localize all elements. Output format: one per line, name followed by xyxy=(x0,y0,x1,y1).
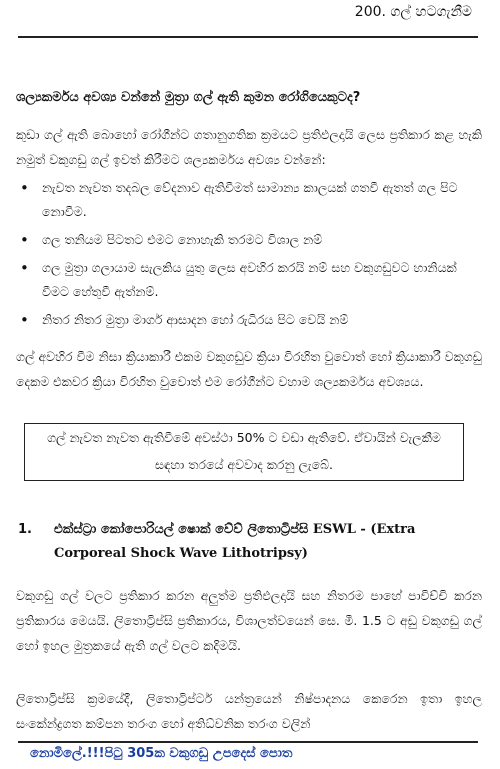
bullet-icon: • xyxy=(20,259,29,277)
list-item xyxy=(16,176,482,224)
footer-divider xyxy=(18,741,478,743)
third-paragraph: වකුගඩු ගල් වලට ප්‍රතිකාර කරන අලුත්ම ප්‍රතිඵලදායි සහ නිතරම පාහේ පාවිච්චි කරන ප්‍රතිකාරය මෙයයි. ලිතොට්‍රිප්සි ප්‍රතිකාරය, විශාලත්වයෙන් සෙ. මී. 1.5 ට අඩු වකුගඩු ගල් හෝ ඉහල මුත්‍රකයේ ඇති ගල් වලට කදිමයි. xyxy=(16,588,482,653)
section-number: 1. xyxy=(18,522,32,537)
list-item xyxy=(16,256,482,304)
boxed-note-text: ගල් නැවත නැවත ඇතිවීමේ අවස්ථා 50% ට වඩා ඇතිවේ. ඒවායින් වැලකීම සඳහා තරයේ අවවාද කරනු ලැබේ. xyxy=(47,430,441,472)
boxed-note xyxy=(24,423,464,481)
second-paragraph: ගල් අවහිර වීම නිසා ක්‍රියාකාරී එකම වකුගඩුව ක්‍රියා විරහිත වුවොත් හෝ ක්‍රියාකාරී වකුගඩු දෙකම එකවර ක්‍රියා විරහිත වුවොත් එම රෝගීන්ට වහාම ශල්‍යකර්මය අවශ්‍යය. xyxy=(16,349,482,389)
section-title-sinhala: එක්ස්ට්‍රා කෝපොරියල් ෂොක් වේව් ලිතොට්‍රිප්සි xyxy=(54,522,313,537)
list-item-text: නිතර නිතර මුත්‍රා මාර්ග ආසාදන හෝ රුධිරය පිට වෙයි නම් xyxy=(42,312,349,327)
list-item-text: නැවත නැවත තදබල වේදනාව ඇතිවීමත් සාමාන්‍ය කාලයක් ගතවී ඇතත් ගල පිට නොවීම. xyxy=(42,180,458,219)
list-item xyxy=(16,228,482,252)
page-header: 200. ගල් හටගැනීම xyxy=(354,4,472,20)
question-heading: ශල්‍යකර්මය අවශ්‍ය වන්නේ මුත්‍රා ගල් ඇති කුමන රෝගියෙකුටද? xyxy=(16,90,361,105)
intro-paragraph: කුඩා ගල් ඇති බොහෝ රෝගීන්ට ගතානුගතික ක්‍රමයට ප්‍රතිඵලදායි ලෙස ප්‍රතිකාර කළ හැකි නමුත් වකුගඩු ගල් ඉවත් කිරීමට ශල්‍යකර්මය අවශ්‍ය වන්නේ: xyxy=(16,127,482,167)
header-divider xyxy=(18,36,478,38)
list-item xyxy=(16,308,482,332)
bullet-icon: • xyxy=(20,231,29,249)
section-title xyxy=(18,518,482,566)
section-heading xyxy=(18,518,482,566)
bullet-icon: • xyxy=(20,311,29,329)
footer-text: නොමිලේ.!!!පිටු 305ක වකුගඩු උපදෙස් පොත xyxy=(30,746,293,761)
list-item-text: ගල මුත්‍රා ගලායාම සැලකිය යුතු ලෙස අවහිර කරයි නම් සහ වකුගඩුවට හානියක් වීමට හේතුවී ඇත්නම්. xyxy=(42,260,457,299)
surgery-indications-list xyxy=(16,176,482,336)
list-item-text: ගල තනියම පිටතට එමට නොහැකි තරමට විශාල නම් xyxy=(42,232,323,247)
fourth-paragraph: ලිතොට්‍රිප්සි ක්‍රමයේදී, ලිතොට්‍රිප්ටර් යන්ත්‍රයෙන් නිෂ්පාදනය කෙරෙන ඉතා ඉහල සංකේන්ද්‍රගත කම්පන තරංග හෝ අතිධ්වනික තරංග වලින් xyxy=(16,691,482,731)
section-title-english: ESWL - (Extra Corporeal Shock Wave Lithotripsy) xyxy=(54,522,416,561)
bullet-icon: • xyxy=(20,179,29,197)
